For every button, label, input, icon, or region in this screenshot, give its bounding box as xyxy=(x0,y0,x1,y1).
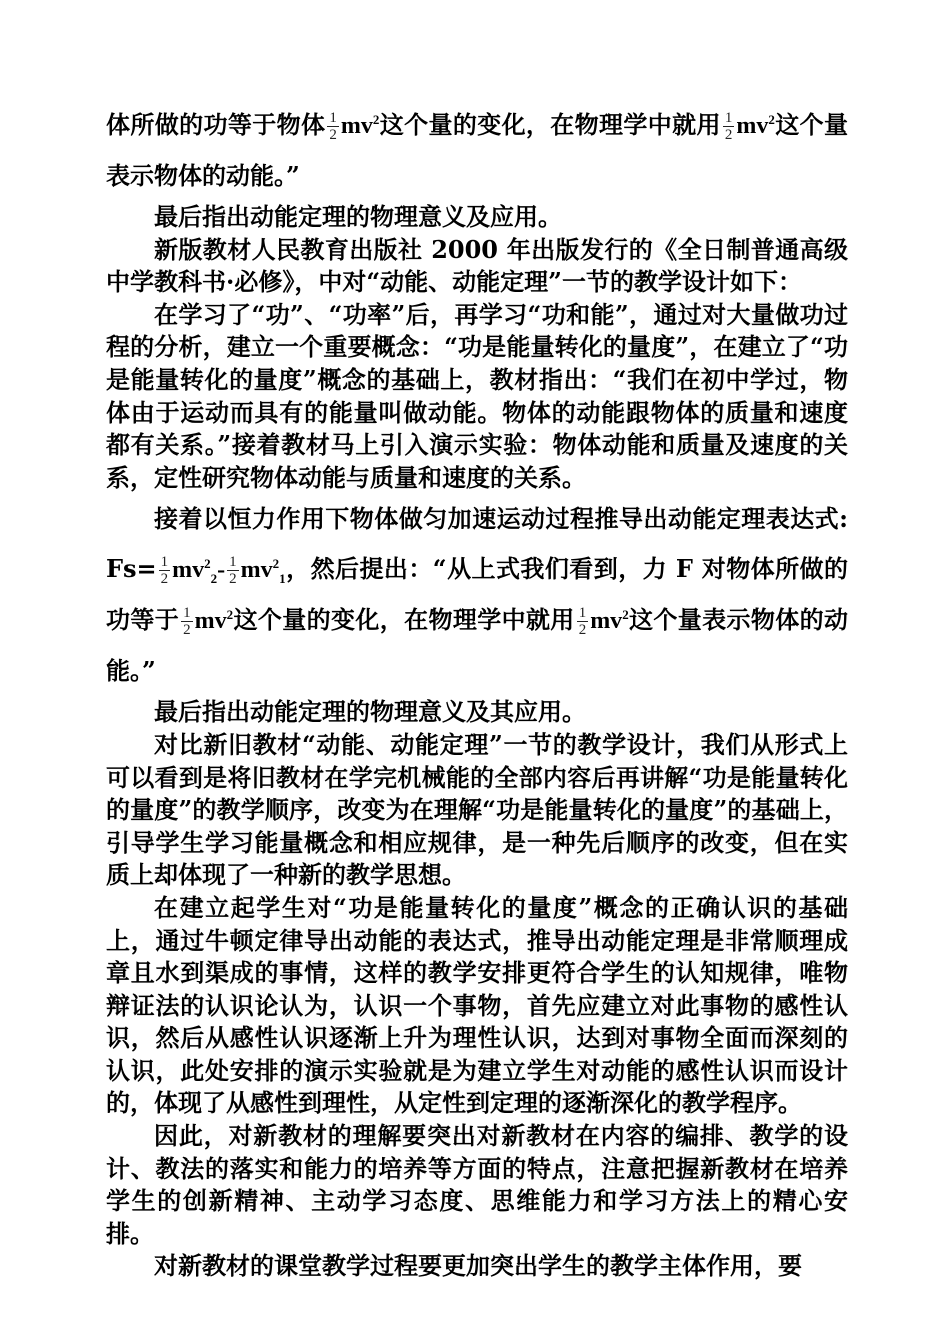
minus-sign: - xyxy=(217,557,226,584)
paragraph-10: 对新教材的课堂教学过程要更加突出学生的教学主体作用，要 xyxy=(154,1251,802,1281)
text-span: 体所做的功等于物体 xyxy=(106,110,326,139)
paragraph-3: 新版教材人民教育出版社 2000 年出版发行的《全日制普通高级中学教科书·必修》，中对“动能、动能定理”一节的教学设计如下： xyxy=(106,234,848,297)
paragraph-5 xyxy=(106,494,848,696)
document-page xyxy=(106,100,848,1283)
paragraph-9: 因此，对新教材的理解要突出对新教材在内容的编排、教学的设计、教法的落实和能力的培养等方面的特点，注意把握新教材在培养学生的创新精神、主动学习态度、思维能力和学习方法上的精心安排。 xyxy=(106,1121,848,1248)
text-span: 接着以恒力作用下物体做匀加速运动过程推导出动能定理表达式: Fs= xyxy=(106,504,848,584)
fraction-one-half: $\frac{1}{2}$ xyxy=(578,605,587,639)
formula-mv2-squared: $mv^2_2$ xyxy=(172,556,218,587)
fraction-one-half: $\frac{1}{2}$ xyxy=(724,110,733,143)
paragraph-1 xyxy=(106,100,848,201)
formula-mv-squared: $mv^2$ xyxy=(340,112,380,139)
text-span: 这个量的变化，在物理学中就用 xyxy=(379,110,721,139)
fraction-one-half: $\frac{1}{2}$ xyxy=(329,110,337,143)
text-span: 这个量表示物体的动能。” xyxy=(106,110,849,190)
text-span: ，然后提出：“从上式我们看到，力 F 对物体所做的功等于 xyxy=(106,554,848,635)
fraction-one-half: $\frac{1}{2}$ xyxy=(183,605,191,639)
fraction-one-half: $\frac{1}{2}$ xyxy=(160,554,169,588)
paragraph-7: 对比新旧教材“动能、动能定理”一节的教学设计，我们从形式上可以看到是将旧教材在学完机械能的全部内容后再讲解“功是能量转化的量度”的教学顺序，改变为在理解“功是能量转化的量度”的基础上，引导学生学习能量概念和相应规律，是一种先后顺序的改变，但在实质上却体现了一种新的教学思想。 xyxy=(106,729,848,890)
text-span: 这个量表示物体的动能。” xyxy=(106,605,849,686)
formula-mv-squared: $mv^2$ xyxy=(590,607,629,635)
formula-mv-squared: $mv^2$ xyxy=(736,112,775,139)
formula-mv1-squared: $mv^2_1$ xyxy=(240,556,286,587)
paragraph-6: 最后指出动能定理的物理意义及其应用。 xyxy=(154,697,586,727)
paragraph-4: 在学习了“功”、“功率”后，再学习“功和能”，通过对大量做功过程的分析，建立一个重要概念：“功是能量转化的量度”，在建立了“功是能量转化的量度”概念的基础上，教材指出：“我们在初中学过，物体由于运动而具有的能量叫做动能。物体的动能跟物体的质量和速度都有关系。”接着教材马上引入演示实验：物体动能和质量及速度的关系，定性研究物体动能与质量和速度的关系。 xyxy=(106,299,848,492)
formula-mv-squared: $mv^2$ xyxy=(194,607,234,635)
paragraph-8: 在建立起学生对“功是能量转化的量度”概念的正确认识的基础上，通过牛顿定律导出动能的表达式，推导出动能定理是非常顺理成章且水到渠成的事情，这样的教学安排更符合学生的认知规律，唯物辩证法的认识论认为，认识一个事物，首先应建立对此事物的感性认识，然后从感性认识逐渐上升为理性认识，达到对事物全面而深刻的认识，此处安排的演示实验就是为建立学生对动能的感性认识而设计的，体现了从感性到理性，从定性到定理的逐渐深化的教学程序。 xyxy=(106,892,848,1118)
paragraph-2: 最后指出动能定理的物理意义及应用。 xyxy=(154,202,562,231)
text-span: 这个量的变化，在物理学中就用 xyxy=(233,605,575,635)
fraction-one-half: $\frac{1}{2}$ xyxy=(229,554,237,588)
